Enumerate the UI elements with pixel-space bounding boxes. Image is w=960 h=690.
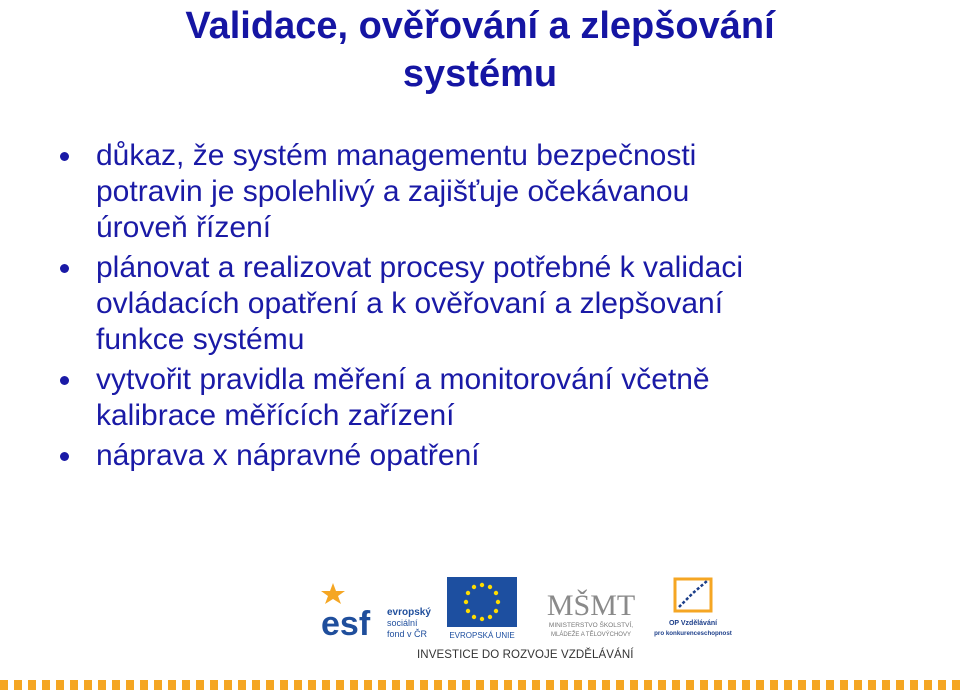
- op-line-2: pro konkurenceschopnost: [654, 630, 732, 637]
- bullet-dot-icon: [60, 152, 69, 161]
- bullet-text-line: ovládacích opatření a k ověřovaní a zlepšovaní: [96, 287, 724, 320]
- slide-title: [0, 2, 960, 98]
- esf-line-2: sociální: [387, 618, 418, 628]
- esf-logo: [319, 577, 439, 643]
- bullet-text-line: funkce systému: [96, 323, 305, 356]
- eu-flag-logo: [445, 577, 519, 641]
- bullet-dot-icon: [60, 452, 69, 461]
- slide-title-line-1: Validace, ověřování a zlepšování: [185, 5, 775, 47]
- bullet-text-line: kalibrace měřících zařízení: [96, 399, 455, 432]
- bullet-text-line: náprava x nápravné opatření: [96, 439, 480, 472]
- msmt-line-1: MINISTERSTVO ŠKOLSTVÍ,: [548, 622, 634, 629]
- esf-line-3: fond v ČR: [387, 629, 428, 639]
- bullet-text-line: vytvořit pravidla měření a monitorování včetně: [96, 363, 710, 396]
- msmt-logo: [547, 575, 635, 643]
- bullet-dot-icon: [60, 264, 69, 273]
- eu-caption: EVROPSKÁ UNIE: [449, 631, 515, 640]
- bullet-text-line: důkaz, že systém managementu bezpečnosti: [96, 139, 697, 172]
- esf-line-1: evropský: [387, 607, 431, 618]
- op-vk-logo: [651, 575, 735, 643]
- bottom-dashed-border: [0, 680, 960, 690]
- msmt-line-2: MLÁDEŽE A TĚLOVÝCHOVY: [551, 632, 631, 638]
- bullet-dot-icon: [60, 376, 69, 385]
- bullet-list: [58, 138, 938, 474]
- msmt-mark: MŠMT: [547, 589, 635, 622]
- funding-logos: [315, 575, 735, 665]
- op-line-1: OP Vzdělávání: [668, 620, 718, 627]
- bullet-item: [58, 250, 938, 358]
- esf-mark: esf: [321, 605, 371, 643]
- bullet-text-line: úroveň řízení: [96, 211, 272, 244]
- bullet-item: [58, 138, 938, 246]
- slide-title-line-2: systému: [402, 53, 558, 95]
- bullet-text-line: plánovat a realizovat procesy potřebné k validaci: [96, 251, 744, 284]
- investice-caption: INVESTICE DO ROZVOJE VZDĚLÁVÁNÍ: [417, 649, 634, 661]
- bullet-item: [58, 438, 938, 474]
- bullet-item: [58, 362, 938, 434]
- bullet-text-line: potravin je spolehlivý a zajišťuje očekávanou: [96, 175, 690, 208]
